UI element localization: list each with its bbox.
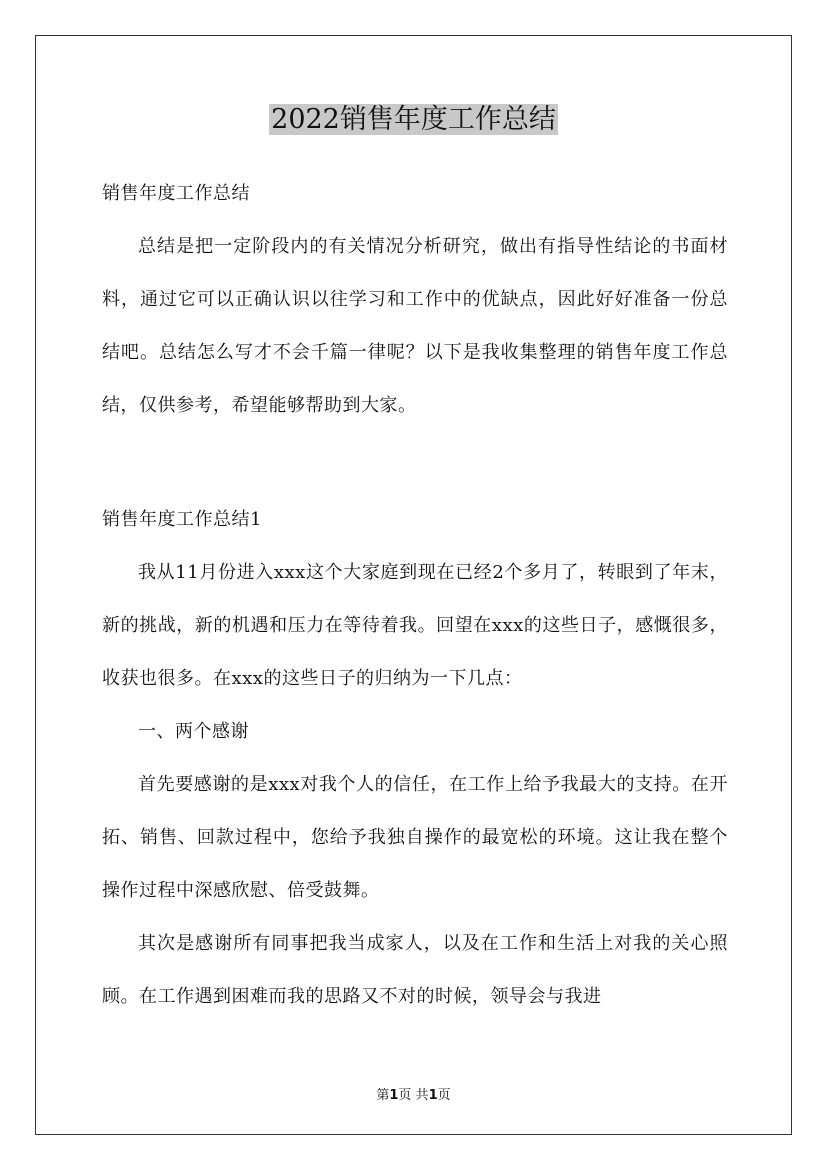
section-paragraph-2: 首先要感谢的是xxx对我个人的信任，在工作上给予我最大的支持。在开拓、销售、回款过程中，您给予我独自操作的最宽松的环境。这让我在整个操作过程中深感欣慰、倍受鼓舞。 xyxy=(102,774,728,901)
subheading-two-thanks: 一、两个感谢 xyxy=(138,721,249,742)
section-heading: 销售年度工作总结1 xyxy=(102,509,262,530)
intro-paragraph: 总结是把一定阶段内的有关情况分析研究，做出有指导性结论的书面材料，通过它可以正确认识以往学习和工作中的优缺点，因此好好准备一份总结吧。总结怎么写才不会千篇一律呢？以下是我收集整理的销售年度工作总结，仅供参考，希望能够帮助到大家。 xyxy=(102,236,728,416)
document-title-text: 2022销售年度工作总结 xyxy=(271,104,556,135)
footer-suffix: 页 xyxy=(437,1088,451,1103)
footer-prefix: 第 xyxy=(376,1088,390,1103)
footer-page-current: 1 xyxy=(389,1088,399,1103)
page-footer xyxy=(0,1084,827,1103)
footer-mid: 页 共 xyxy=(398,1088,429,1103)
footer-page-total: 1 xyxy=(428,1088,438,1103)
section-paragraph-3: 其次是感谢所有同事把我当成家人，以及在工作和生活上对我的关心照顾。在工作遇到困难而我的思路又不对的时候，领导会与我进 xyxy=(102,933,728,1007)
document-subtitle: 销售年度工作总结 xyxy=(102,183,250,204)
document-title xyxy=(0,100,827,140)
section-paragraph-1: 我从11月份进入xxx这个大家庭到现在已经2个多月了，转眼到了年末，新的挑战，新的机遇和压力在等待着我。回望在xxx的这些日子，感慨很多，收获也很多。在xxx的这些日子的归纳为一下几点： xyxy=(102,562,728,689)
